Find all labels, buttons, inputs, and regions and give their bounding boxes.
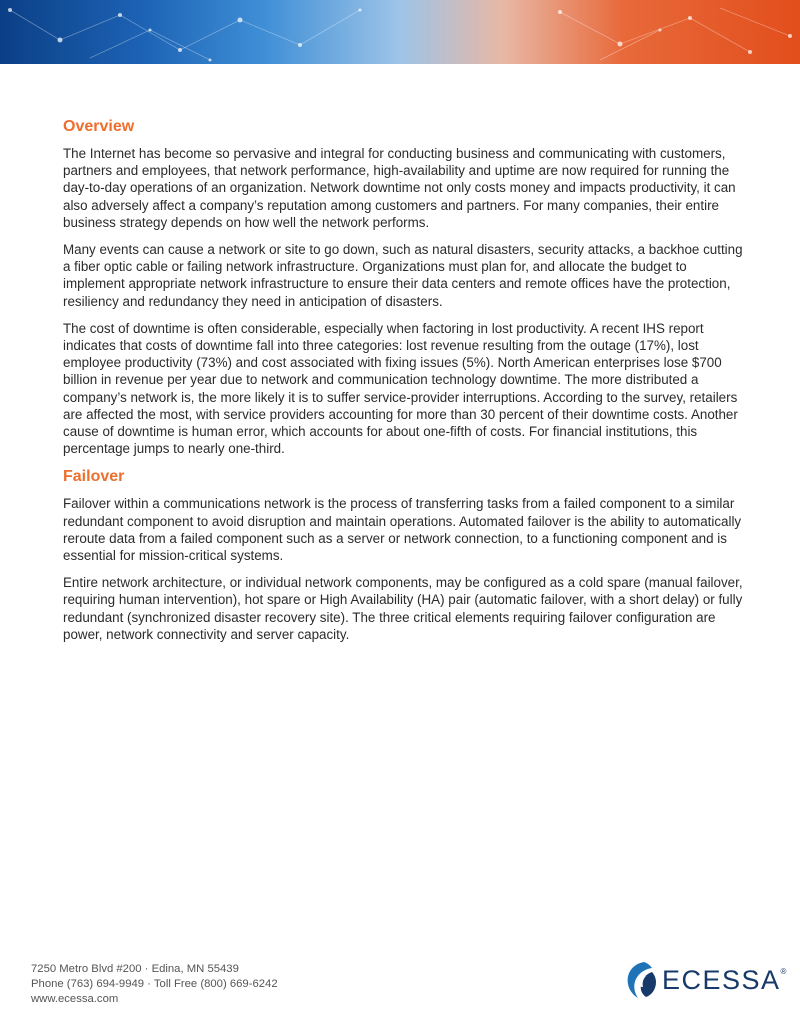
ecessa-logo-icon: [622, 960, 658, 1000]
footer-address-line: 7250 Metro Blvd #200 · Edina, MN 55439: [31, 963, 239, 975]
header-banner: [0, 0, 800, 64]
failover-paragraph-1: Failover within a communications network is the process of transferring tasks from a failed component to a similar redundant component to avoid disruption and maintain operations. Automated failover is the ability to automatically reroute data from a failed component such as a server or network connection, to a functioning component and is essential for mission-critical systems.: [63, 496, 742, 564]
main-content: [63, 117, 745, 653]
overview-paragraph-3: The cost of downtime is often considerable, especially when factoring in lost productivity. A recent IHS report indicates that costs of downtime fall into three categories: lost revenue resulting from the outage (17%), lost employee productivity (73%) and cost associated with fixing issues (5%). North American enterprises lose $700 billion in revenue per year due to network and communication technology downtime. The more distributed a company’s network is, the more likely it is to suffer service-provider interruptions. According to the survey, retailers are affected the most, with service providers accounting for more than 30 percent of their downtime costs. Another cause of downtime is human error, which accounts for about one-fifth of costs. For financial institutions, this percentage jumps to nearly one-third.: [63, 320, 738, 457]
section-heading-overview: Overview: [63, 118, 135, 135]
failover-paragraph-2: Entire network architecture, or individual network components, may be configured as a cold spare (manual failover, requiring human intervention), hot spare or High Availability (HA) pair (automatic failover, with a short delay) or fully redundant (synchronized disaster recovery site). The three critical elements requiring failover configuration are power, network connectivity and server capacity.: [63, 575, 743, 642]
section-heading-failover: Failover: [63, 468, 125, 486]
logo-wordmark: ECESSA®: [662, 965, 788, 995]
overview-paragraph-1: The Internet has become so pervasive and integral for conducting business and communicating with customers, partners and employees, that network performance, high-availability and uptime are now required for running the day-to-day operations of an organization. Network downtime not only costs money and impacts productivity, it can also adversely affect a company’s reputation among customers and partners. For many companies, their entire business strategy depends on how well the network performs.: [63, 146, 736, 230]
footer-phone-line: Phone (763) 694-9949 · Toll Free (800) 669-6242: [31, 978, 278, 990]
overview-paragraph-2: Many events can cause a network or site to go down, such as natural disasters, security attacks, a backhoe cutting a fiber optic cable or failing network infrastructure. Organizations must plan for, and allocate the budget to implement appropriate network infrastructure to ensure their data centers and remote offices have the protection, resiliency and redundancy they need in anticipation of disasters.: [63, 242, 743, 309]
footer-contact: [31, 962, 278, 1007]
footer-website-link[interactable]: www.ecessa.com: [31, 993, 119, 1005]
network-pattern-graphic: [0, 0, 800, 64]
ecessa-logo: [622, 958, 788, 1002]
